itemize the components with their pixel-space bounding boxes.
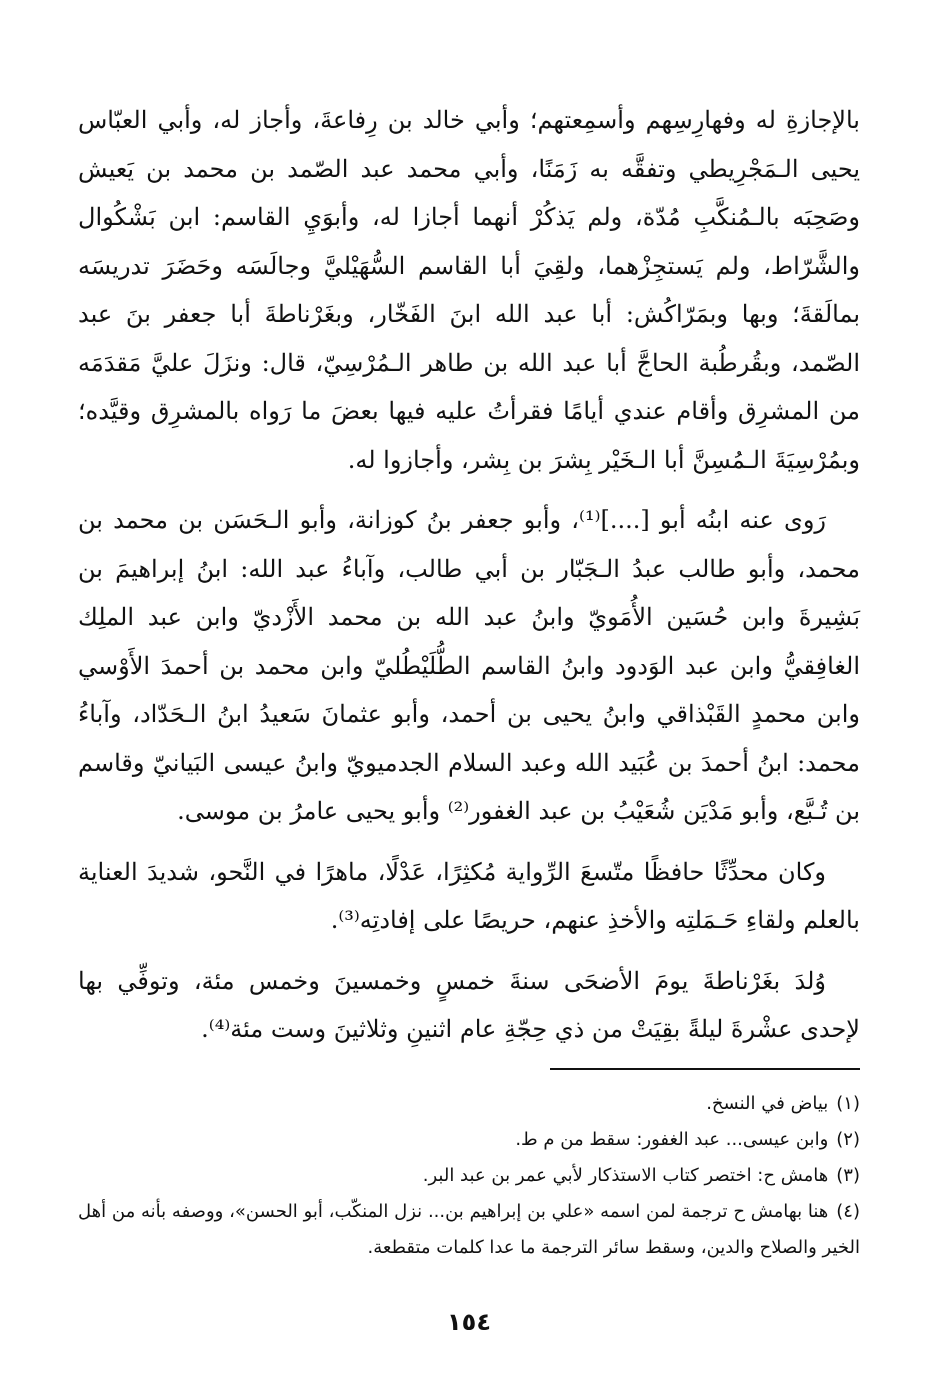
footnote-number: (٣): [836, 1165, 860, 1186]
footnotes: [78, 1086, 860, 1266]
book-page: [78, 96, 860, 1356]
footnote-text: هنا بهامش ح ترجمة لمن اسمه «علي بن إبراهيم بن... نزل المنكّب، أبو الحسن»، ووصفه بأنه من أهل الخير والصلاح والدين، وسقط سائر الترجمة ما عدا كلمات متقطعة.: [78, 1201, 860, 1258]
footnote-number: (١): [836, 1093, 860, 1114]
footnote-number: (٢): [836, 1129, 860, 1150]
paragraph-qualities: وكان محدِّثًا حافظًا متّسعَ الرِّواية مُكثِرًا، عَدْلًا، ماهرًا في النَّحو، شديدَ العناية بالعلم ولقاءِ حَـمَلتِه والأخذِ عنهم، حريصًا على إفادتِه⁽³⁾.: [78, 857, 860, 934]
paragraph-students: رَوى عنه ابنُه أبو [....]⁽¹⁾، وأبو جعفر بنُ كوزانة، وأبو الـحَسَن بن محمد بن محمد، وأبو طالب عبدُ الـجَبّار بن أبي طالب، وآباءُ عبد الله: ابنُ إبراهيمَ بن بَشِيرةَ وابن حُسَين الأُمَويّ وابنُ عبد الله بن محمد الأَزْديّ وابن عبد الملِك الغافِقيُّ وابن عبد الوَدود وابنُ القاسم الطُّلَيْطُليّ وابن محمد بن أحمدَ الأَوْسي وابن محمدٍ القَبْذاقي وابنُ يحيى بن أحمد، وأبو عثمانَ سَعيدُ ابنُ الـحَدّاد، وآباءُ محمد: ابنُ أحمدَ بن عُبَيد الله وعبد السلام الجدميويّ وابنُ عيسى البَيانيّ وقاسم بن تُـبَّع، وأبو مَدْيَن شُعَيْبُ بن عبد الغفور⁽²⁾ وأبو يحيى عامرُ بن موسى.: [78, 506, 860, 825]
footnote-item: [78, 1122, 860, 1158]
page-number: ١٥٤: [447, 1308, 491, 1336]
footnote-number: (٤): [836, 1201, 860, 1222]
paragraph-teachers: بالإجازةِ له وفهارِسِهم وأسمِعتهم؛ وأبي خالد بن رِفاعةَ، وأجاز له، وأبي العبّاس يحيى الـمَجْرِيطي وتفقَّه به زَمَنًا، وأبي محمد عبد الصّمد بن محمد بن يَعيش وصَحِبَه بالـمُنكَّبِ مُدّة، ولم يَذكُرْ أنهما أجازا له، وأبوَيِ القاسم: ابن بَشْكُوال والشَّرّاط، ولم يَستجِزْهما، ولقِيَ أبا القاسم السُّهَيْليَّ وجالَسَه وحَضَرَ تدريسَه بمالَقةَ؛ وبها وبمَرّاكُش: أبا عبد الله ابنَ الفَخّار، وبغَرْناطةَ أبا جعفر بنَ عبد الصّمد، وبقُرطُبة الحاجَّ أبا عبد الله بن طاهر الـمُرْسِيّ، قال: ونزَلَ عليَّ مَقدَمَه من المشرِق وأقام عندي أيامًا فقرأتُ عليه فيها بعضَ ما رَواه بالمشرِق وقيَّده؛ وبمُرْسِيَةَ الـمُسِنَّ أبا الـخَيْر بِشرَ بن بِشر، وأجازوا له.: [78, 106, 860, 474]
footnote-divider: [550, 1068, 860, 1070]
footnote-item: [78, 1158, 860, 1194]
footnote-text: وابن عيسى... عبد الغفور: سقط من م ط.: [515, 1129, 829, 1150]
main-text: [78, 96, 860, 1054]
footnote-item: [78, 1194, 860, 1266]
paragraph-birth-death: وُلدَ بغَرْناطةَ يومَ الأضحَى سنةَ خمسٍ وخمسينَ وخمس مئة، وتوفِّي بها لإحدى عشْرةَ ليلةً بقِيَتْ من ذي حِجّةِ عام اثنينِ وثلاثينَ وست مئة⁽⁴⁾.: [78, 966, 860, 1043]
footnote-item: [78, 1086, 860, 1122]
footnote-text: بياض في النسخ.: [706, 1093, 829, 1114]
footnote-text: هامش ح: اختصر كتاب الاستذكار لأبي عمر بن عبد البر.: [422, 1165, 829, 1186]
